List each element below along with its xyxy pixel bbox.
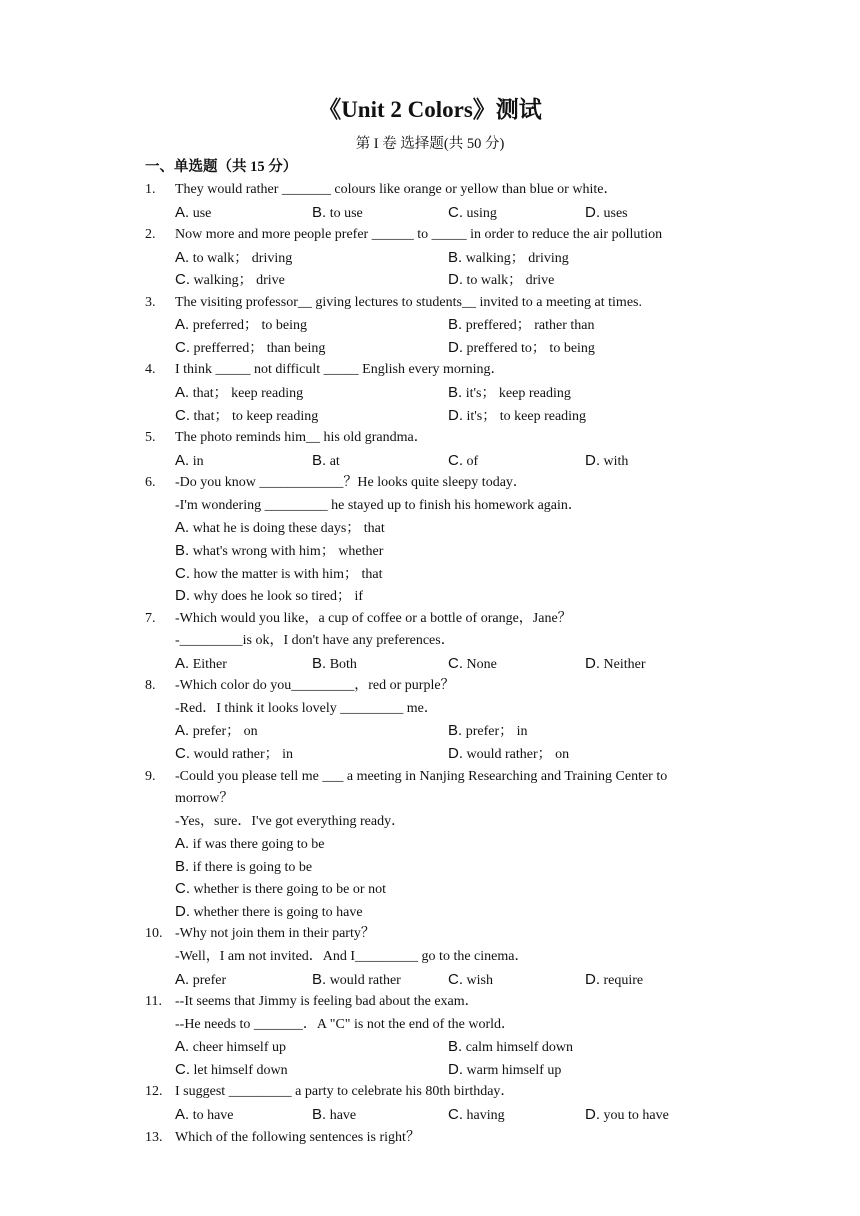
- answer-option: [448, 721, 528, 742]
- answer-option: [448, 338, 595, 359]
- option-letter: C.: [175, 338, 190, 356]
- question-text-line: morrow？: [175, 791, 234, 807]
- page-subtitle: 第 I 卷 选择题(共 50 分): [355, 136, 505, 152]
- option-text: using: [463, 205, 497, 221]
- question-number: 13.: [145, 1129, 163, 1145]
- option-text: at: [326, 453, 340, 469]
- question-number: 11.: [145, 994, 162, 1010]
- option-text: to use: [326, 205, 363, 221]
- answer-option: [312, 203, 363, 224]
- answer-option: [312, 1105, 356, 1126]
- answer-option: [175, 564, 382, 585]
- option-text: you to have: [600, 1107, 669, 1123]
- question-text-line: -Could you please tell me ___ a meeting in Nanjing Researching and Training Center to: [175, 768, 668, 784]
- answer-option: [585, 203, 628, 224]
- question-text-line: The photo reminds him__ his old grandma．: [175, 430, 428, 446]
- option-text: use: [189, 205, 212, 221]
- answer-option: [312, 970, 401, 991]
- option-letter: B.: [448, 248, 463, 266]
- option-letter: C.: [175, 271, 190, 289]
- answer-option: [448, 383, 571, 404]
- option-text: with: [600, 453, 629, 469]
- answer-option: [585, 1105, 669, 1126]
- option-text: prefferred； than being: [190, 340, 326, 356]
- option-text: of: [463, 453, 479, 469]
- answer-option: [175, 248, 292, 269]
- option-letter: A.: [175, 654, 190, 672]
- answer-option: [448, 248, 569, 269]
- answer-option: [175, 270, 285, 291]
- answer-option: [175, 541, 383, 562]
- option-text: it's； to keep reading: [463, 408, 587, 424]
- option-letter: B.: [312, 451, 327, 469]
- question-number: 7.: [145, 610, 156, 626]
- option-text: if was there going to be: [189, 837, 325, 853]
- answer-option: [175, 970, 226, 991]
- question-number: 8.: [145, 678, 156, 694]
- answer-option: [175, 203, 211, 224]
- option-text: preffered to； to being: [463, 340, 595, 356]
- answer-option: [312, 451, 340, 472]
- answer-option: [175, 879, 386, 900]
- option-letter: A.: [175, 248, 190, 266]
- option-text: warm himself up: [463, 1062, 562, 1078]
- answer-option: [175, 834, 324, 855]
- answer-option: [175, 383, 303, 404]
- answer-option: [448, 654, 497, 675]
- option-text: Both: [326, 656, 357, 672]
- option-letter: D.: [448, 406, 463, 424]
- question-number: 2.: [145, 227, 156, 243]
- option-letter: B.: [312, 970, 327, 988]
- option-text: calm himself down: [462, 1040, 573, 1056]
- option-letter: A.: [175, 451, 190, 469]
- option-letter: D.: [448, 338, 463, 356]
- option-text: prefer: [189, 972, 227, 988]
- option-letter: B.: [448, 1038, 463, 1056]
- answer-option: [175, 406, 318, 427]
- page-title: 《Unit 2 Colors》测试: [318, 97, 542, 122]
- option-letter: B.: [175, 857, 190, 875]
- option-text: that； to keep reading: [190, 408, 319, 424]
- option-text: have: [326, 1107, 357, 1123]
- option-letter: A.: [175, 722, 190, 740]
- option-text: having: [463, 1107, 505, 1123]
- answer-option: [175, 721, 258, 742]
- option-text: what's wrong with him； whether: [189, 543, 384, 559]
- question-text-line: I think _____ not difficult _____ English every morning．: [175, 362, 505, 378]
- question-text-line: The visiting professor__ giving lectures to students__ invited to a meeting at times.: [175, 294, 642, 310]
- option-letter: C.: [175, 564, 190, 582]
- option-letter: A.: [175, 1038, 190, 1056]
- answer-option: [175, 1105, 234, 1126]
- option-text: prefer； on: [189, 724, 258, 740]
- option-letter: A.: [175, 1105, 190, 1123]
- option-letter: A.: [175, 970, 190, 988]
- option-text: whether is there going to be or not: [190, 882, 386, 898]
- question-text-line: --It seems that Jimmy is feeling bad about the exam．: [175, 994, 479, 1010]
- option-text: what he is doing these days； that: [189, 521, 385, 537]
- option-letter: C.: [448, 1105, 463, 1123]
- question-number: 12.: [145, 1084, 163, 1100]
- question-text-line: They would rather _______ colours like orange or yellow than blue or white．: [175, 182, 618, 197]
- option-text: to have: [189, 1107, 234, 1123]
- answer-option: [448, 315, 594, 336]
- option-letter: C.: [448, 451, 463, 469]
- option-text: prefer； in: [462, 724, 528, 740]
- question-text-line: -Which would you like，a cup of coffee or a bottle of orange，Jane？: [175, 610, 572, 626]
- answer-option: [175, 902, 363, 923]
- answer-option: [448, 1037, 573, 1058]
- answer-option: [585, 970, 643, 991]
- question-number: 6.: [145, 475, 156, 491]
- option-text: require: [600, 972, 644, 988]
- option-letter: B.: [448, 316, 463, 334]
- option-letter: D.: [175, 587, 190, 605]
- answer-option: [448, 744, 569, 765]
- option-text: it's； keep reading: [462, 386, 571, 402]
- question-text-line: -I'm wondering _________ he stayed up to finish his homework again．: [175, 497, 582, 513]
- option-letter: D.: [585, 654, 600, 672]
- answer-option: [175, 857, 312, 878]
- option-letter: B.: [448, 722, 463, 740]
- option-text: preffered； rather than: [462, 318, 595, 334]
- question-text-line: -Red．I think it looks lovely _________ me．: [175, 700, 438, 716]
- question-text-line: -Well，I am not invited．And I_________ go to the cinema．: [175, 949, 529, 965]
- answer-option: [448, 1060, 561, 1081]
- answer-option: [175, 1060, 288, 1081]
- option-letter: C.: [175, 1060, 190, 1078]
- question-number: 3.: [145, 294, 156, 310]
- question-text-line: -_________is ok，I don't have any preferences．: [175, 633, 455, 649]
- answer-option: [448, 970, 493, 991]
- option-letter: D.: [448, 1060, 463, 1078]
- option-text: preferred； to being: [189, 318, 307, 334]
- question-text-line: -Yes，sure．I've got everything ready．: [175, 813, 406, 829]
- option-letter: A.: [175, 203, 190, 221]
- option-text: Either: [189, 656, 227, 672]
- question-text-line: -Why not join them in their party？: [175, 926, 375, 942]
- option-text: let himself down: [190, 1062, 288, 1078]
- option-text: would rather: [326, 972, 401, 988]
- answer-option: [448, 1105, 505, 1126]
- question-text-line: Which of the following sentences is right？: [175, 1129, 420, 1145]
- answer-option: [585, 451, 628, 472]
- question-number: 1.: [145, 182, 156, 197]
- answer-option: [175, 315, 307, 336]
- option-text: walking； driving: [462, 250, 569, 266]
- option-letter: C.: [175, 880, 190, 898]
- answer-option: [175, 338, 325, 359]
- option-letter: A.: [175, 384, 190, 402]
- option-text: would rather； on: [463, 747, 570, 762]
- question-text-line: --He needs to _______．A "C" is not the end of the world．: [175, 1016, 515, 1032]
- option-letter: B.: [175, 541, 190, 559]
- option-letter: D.: [448, 745, 463, 762]
- option-text: that； keep reading: [189, 386, 304, 402]
- option-text: to walk； driving: [189, 250, 293, 266]
- option-letter: D.: [585, 970, 600, 988]
- option-letter: C.: [448, 970, 463, 988]
- option-letter: B.: [448, 384, 463, 402]
- option-text: in: [189, 453, 204, 469]
- option-text: to walk； drive: [463, 273, 555, 289]
- option-text: if there is going to be: [189, 859, 313, 875]
- answer-option: [175, 518, 385, 539]
- question-text-line: -Which color do you_________，red or purple？: [175, 678, 455, 694]
- answer-option: [175, 744, 293, 765]
- question-text-line: -Do you know ____________？He looks quite sleepy today．: [175, 475, 527, 491]
- question-number: 5.: [145, 430, 156, 446]
- option-text: Neither: [600, 656, 646, 672]
- question-text-line: I suggest _________ a party to celebrate his 80th birthday．: [175, 1084, 515, 1100]
- answer-option: [448, 406, 586, 427]
- option-text: cheer himself up: [189, 1040, 286, 1056]
- option-text: uses: [600, 205, 628, 221]
- question-number: 9.: [145, 768, 156, 784]
- option-letter: D.: [175, 902, 190, 920]
- question-number: 10.: [145, 926, 163, 942]
- answer-option: [448, 451, 478, 472]
- option-text: walking； drive: [190, 273, 285, 289]
- option-text: None: [463, 656, 497, 672]
- answer-option: [175, 586, 363, 607]
- option-letter: A.: [175, 519, 190, 537]
- option-letter: C.: [448, 654, 463, 672]
- question-number: 4.: [145, 362, 156, 378]
- option-letter: B.: [312, 1105, 327, 1123]
- option-letter: D.: [585, 451, 600, 469]
- question-text-line: Now more and more people prefer ______ to _____ in order to reduce the air pollution: [175, 227, 663, 243]
- option-letter: D.: [448, 271, 463, 289]
- option-text: how the matter is with him； that: [190, 566, 383, 582]
- answer-option: [312, 654, 357, 675]
- option-text: why does he look so tired； if: [190, 589, 364, 605]
- answer-option: [448, 203, 497, 224]
- option-text: whether there is going to have: [190, 904, 363, 920]
- option-letter: B.: [312, 654, 327, 672]
- answer-option: [585, 654, 645, 675]
- answer-option: [175, 1037, 286, 1058]
- answer-option: [175, 451, 204, 472]
- option-letter: C.: [175, 406, 190, 424]
- section-heading: 一、单选题（共 15 分）: [145, 159, 298, 175]
- answer-option: [175, 654, 227, 675]
- option-text: wish: [463, 972, 493, 988]
- option-letter: D.: [585, 203, 600, 221]
- option-letter: A.: [175, 316, 190, 334]
- answer-option: [448, 270, 554, 291]
- option-letter: C.: [175, 745, 190, 762]
- option-letter: D.: [585, 1105, 600, 1123]
- option-text: would rather； in: [190, 747, 294, 762]
- option-letter: B.: [312, 203, 327, 221]
- option-letter: C.: [448, 203, 463, 221]
- option-letter: A.: [175, 835, 190, 853]
